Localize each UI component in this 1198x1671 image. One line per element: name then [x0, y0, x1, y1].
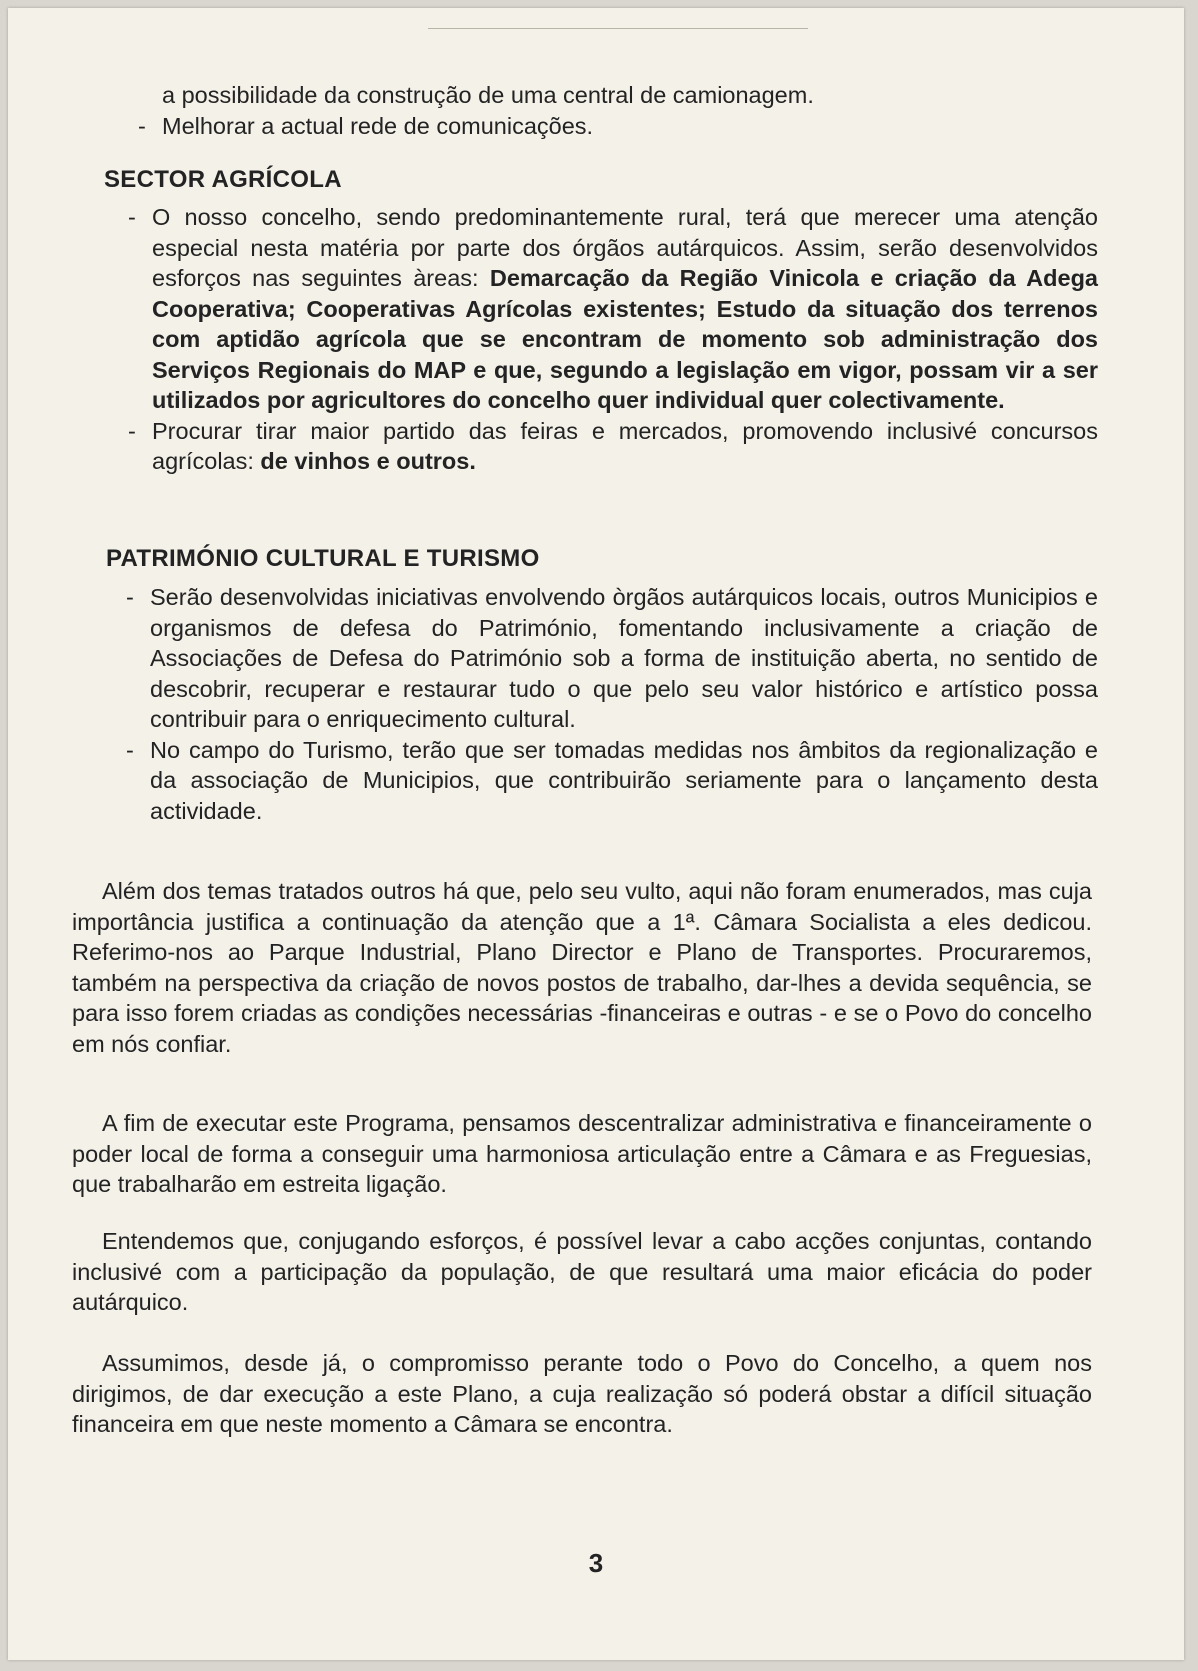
agricola-bullets	[128, 202, 1098, 477]
agricola-block	[128, 202, 1098, 477]
paragraph: Além dos temas tratados outros há que, pelo seu vulto, aqui não foram enumerados, mas cuja importância justifica a continuação da atenção que a 1ª. Câmara Socialista a eles dedicou. Referimo-nos ao Parque Industrial, Plano Director e Plano de Transportes. Procuraremos, também na perspectiva da criação de novos postos de trabalho, dar-lhes a devida sequência, se para isso forem criadas as condições necessárias -financeiras e outras - e se o Povo do concelho em nós confiar.	[72, 878, 1092, 1057]
section-heading-agricola: SECTOR AGRÍCOLA	[104, 166, 342, 193]
paragraph: A fim de executar este Programa, pensamos descentralizar administrativa e financeiramente o poder local de forma a conseguir uma harmoniosa articulação entre a Câmara e as Freguesias, que trabalharão em estreita ligação.	[72, 1110, 1092, 1197]
paragraph: Entendemos que, conjugando esforços, é possível levar a cabo acções conjuntas, contando inclusivé com a participação da população, de que resultará uma maior eficácia do poder autárquico.	[72, 1228, 1092, 1315]
list-item: - Serão desenvolvidas iniciativas envolvendo òrgãos autárquicos locais, outros Municipios e organismos de defesa do Património, fomentando inclusivamente a criação de Associações de Defesa do Património sob a forma de instituição aberta, no sentido de descobrir, recuperar e restaurar tudo o que pelo seu valor histórico e artístico possa contribuir para o enriquecimento cultural.	[126, 582, 1098, 735]
bullet-text: O nosso concelho, sendo predominantemente rural, terá que merecer uma atenção especial nesta matéria por parte dos órgãos autárquicos. Assim, serão desenvolvidos esforços nas seguintes àreas:	[152, 204, 1098, 291]
list-item: - No campo do Turismo, terão que ser tomadas medidas nos âmbitos da regionalização e da associação de Municipios, que contribuirão seriamente para o lançamento desta actividade.	[126, 735, 1098, 827]
list-item	[128, 202, 1098, 416]
continuation-block	[138, 80, 1068, 141]
page-number: 3	[588, 1548, 604, 1578]
continuation-bullets	[138, 111, 1068, 142]
section-heading-patrimonio: PATRIMÓNIO CULTURAL E TURISMO	[106, 545, 540, 572]
continuation-line: a possibilidade da construção de uma central de camionagem.	[162, 82, 814, 108]
bullet-bold-text: de vinhos e outros.	[260, 448, 476, 474]
patrimonio-bullets	[126, 582, 1098, 826]
patrimonio-block	[126, 582, 1098, 826]
list-item: - Melhorar a actual rede de comunicações.	[138, 111, 1068, 142]
paragraph: Assumimos, desde já, o compromisso perante todo o Povo do Concelho, a quem nos dirigimos, de dar execução a este Plano, a cuja realização só poderá obstar a difícil situação financeira em que neste momento a Câmara se encontra.	[72, 1350, 1092, 1437]
bullet-bold-text: Demarcação da Região Vinicola e criação da Adega Cooperativa; Cooperativas Agrícolas existentes; Estudo da situação dos terrenos com aptidão agrícola que se encontram de momento sob administração dos Serviços Regionais do MAP e que, segundo a legislação em vigor, possam vir a ser utilizados por agricultores do concelho quer individual quer colectivamente.	[152, 265, 1099, 413]
document-page	[8, 8, 1184, 1660]
list-item	[128, 416, 1098, 477]
bullet-text: Procurar tirar maior partido das feiras e mercados, promovendo inclusivé concursos agrícolas:	[152, 417, 1098, 474]
top-divider	[428, 28, 808, 29]
